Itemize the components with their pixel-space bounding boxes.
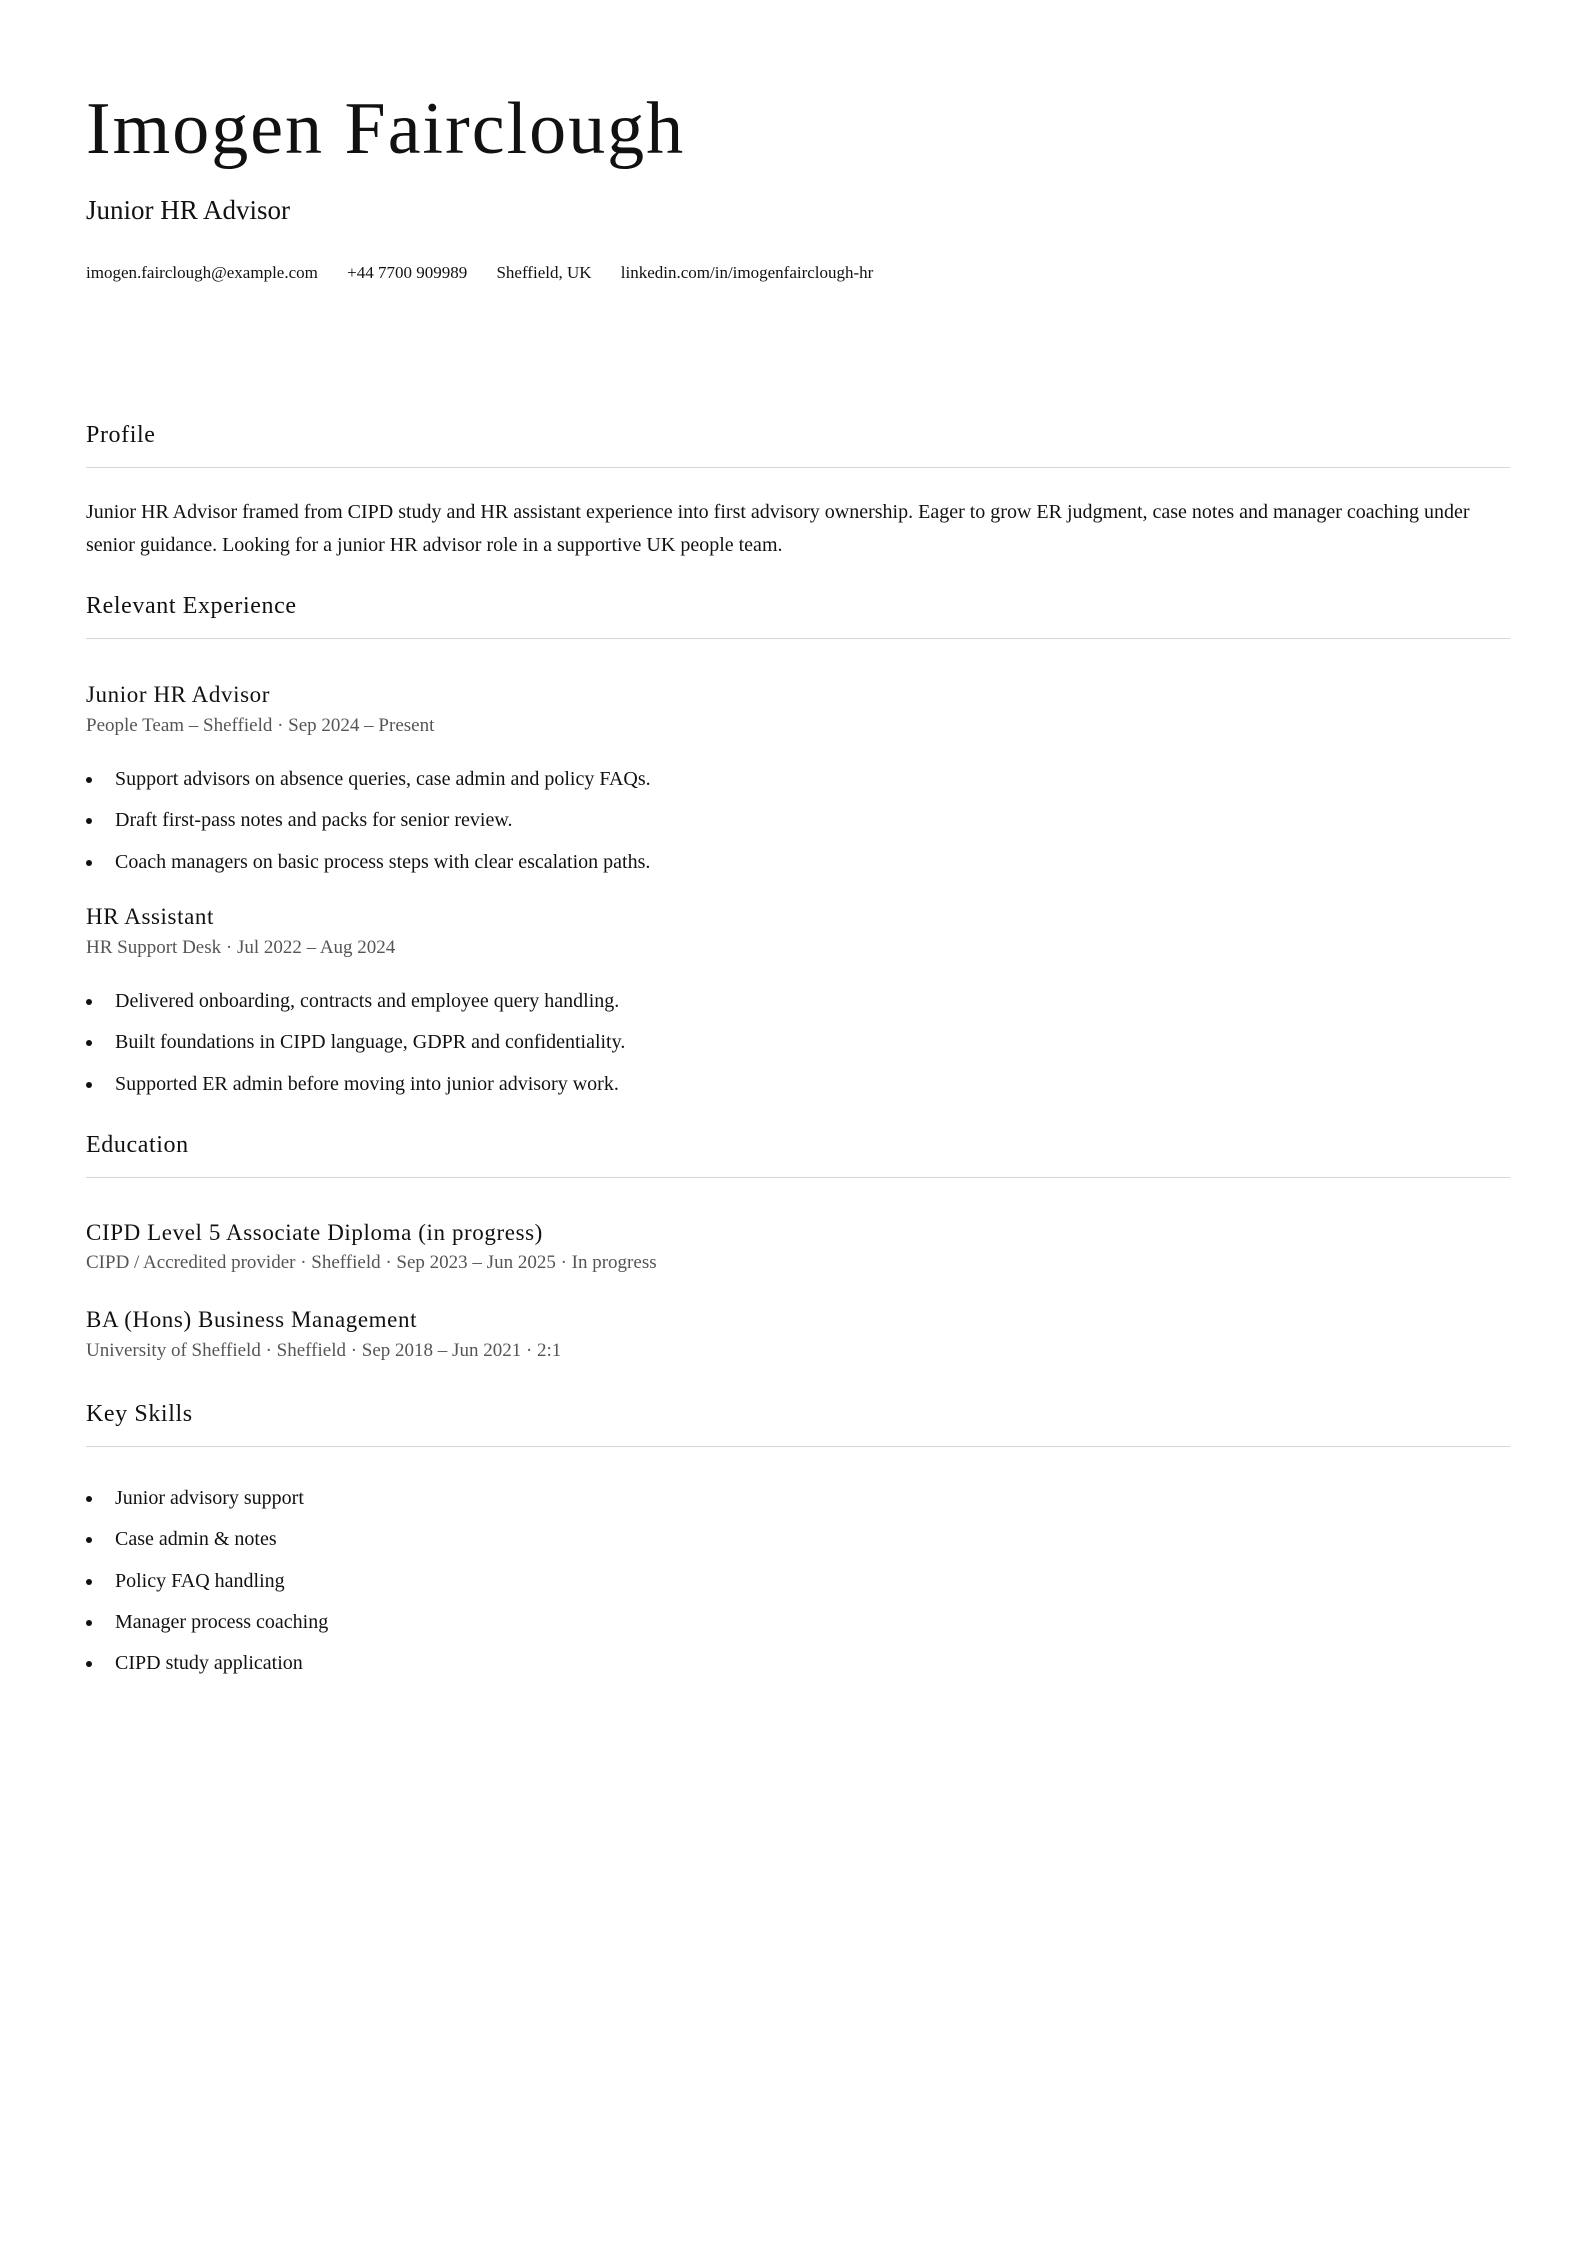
skills-list [86,1478,328,1684]
experience-section-title: Relevant Experience [86,593,297,619]
skills-section-title: Key Skills [86,1401,193,1427]
job-bullets [86,759,651,883]
job-title: HR Assistant [86,904,214,929]
skill-item: Case admin & notes [86,1519,328,1560]
skill-item: Policy FAQ handling [86,1561,328,1602]
candidate-name: Imogen Fairclough [86,88,686,170]
education-title: BA (Hons) Business Management [86,1307,418,1332]
contact-line [86,264,898,281]
job-bullet: Coach managers on basic process steps with clear escalation paths. [86,842,651,883]
education-meta: University of Sheffield · Sheffield · Sep 2018 – Jun 2021 · 2:1 [86,1340,562,1361]
education-section-title: Education [86,1132,189,1158]
contact-phone: +44 7700 909989 [347,263,468,282]
education-title: CIPD Level 5 Associate Diploma (in progress) [86,1220,543,1245]
contact-location: Sheffield, UK [496,263,592,282]
education-meta: CIPD / Accredited provider · Sheffield · Sep 2023 – Jun 2025 · In progress [86,1252,657,1273]
job-title: Junior HR Advisor [86,682,270,707]
skill-item: Manager process coaching [86,1602,328,1643]
skills-divider [86,1446,1510,1447]
contact-email: imogen.fairclough@example.com [86,263,318,282]
profile-section-title: Profile [86,422,156,448]
skill-item: CIPD study application [86,1643,328,1684]
job-bullet: Supported ER admin before moving into junior advisory work. [86,1064,625,1105]
job-meta: HR Support Desk · Jul 2022 – Aug 2024 [86,937,396,958]
contact-linkedin: linkedin.com/in/imogenfairclough-hr [620,263,874,282]
profile-summary: Junior HR Advisor framed from CIPD study and HR assistant experience into first advisory ownership. Eager to grow ER judgment, case notes and manager coaching under senior guidance. Looking for a junior HR advisor role in a supportive UK people team. [86,501,1470,556]
job-meta: People Team – Sheffield · Sep 2024 – Present [86,715,435,736]
profile-divider [86,467,1510,468]
education-divider [86,1177,1510,1178]
job-bullet: Built foundations in CIPD language, GDPR and confidentiality. [86,1022,625,1063]
job-bullet: Draft first-pass notes and packs for senior review. [86,800,651,841]
candidate-headline: Junior HR Advisor [86,195,291,225]
job-bullets [86,981,625,1105]
job-bullet: Support advisors on absence queries, case admin and policy FAQs. [86,759,651,800]
skill-item: Junior advisory support [86,1478,328,1519]
job-bullet: Delivered onboarding, contracts and employee query handling. [86,981,625,1022]
experience-divider [86,638,1510,639]
